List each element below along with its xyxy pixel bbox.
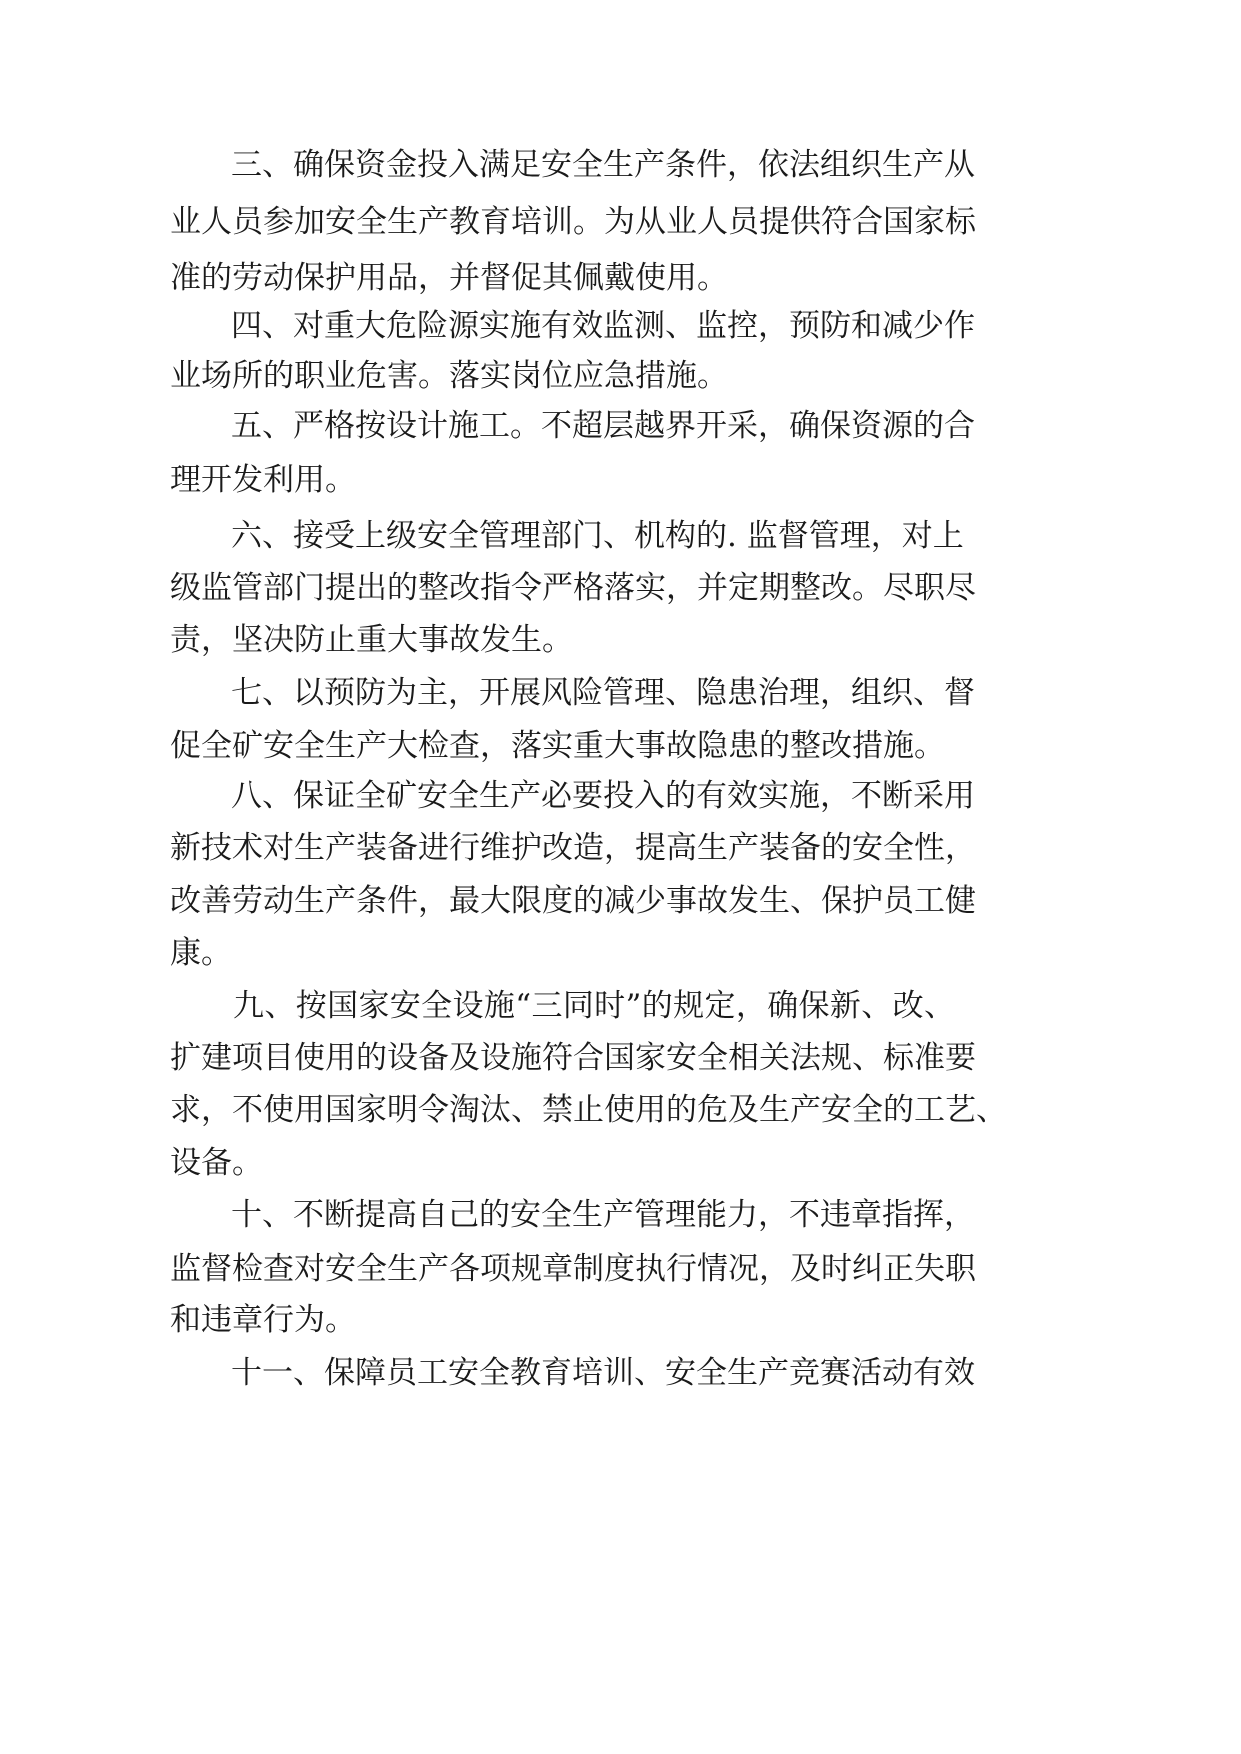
text-line: 四、对重大危险源实施有效监测、监控，预防和减少作 [231, 308, 975, 344]
text-line: 七、以预防为主，开展风险管理、隐患治理，组织、督 [231, 675, 975, 711]
text-line: 和违章行为。 [170, 1302, 356, 1338]
text-line: 九、按国家安全设施“三同时”的规定，确保新、改、 [233, 988, 955, 1024]
text-line: 扩建项目使用的设备及设施符合国家安全相关法规、标准要 [170, 1040, 976, 1076]
text-line: 三、确保资金投入满足安全生产条件，依法组织生产从 [231, 147, 975, 183]
text-line: 监督检查对安全生产各项规章制度执行情况，及时纠正失职 [170, 1251, 976, 1287]
text-line: 改善劳动生产条件，最大限度的减少事故发生、保护员工健 [170, 883, 976, 919]
text-line: 六、接受上级安全管理部门、机构的. 监督管理，对上 [231, 518, 964, 554]
text-line: 十、不断提高自己的安全生产管理能力，不违章指挥， [231, 1197, 975, 1233]
text-line: 康。 [170, 935, 232, 971]
text-line: 五、严格按设计施工。不超层越界开采，确保资源的合 [231, 408, 975, 444]
text-line: 新技术对生产装备进行维护改造，提高生产装备的安全性， [170, 830, 976, 866]
text-line: 责，坚决防止重大事故发生。 [170, 622, 573, 658]
text-line: 设备。 [170, 1145, 263, 1181]
text-line: 十一、保障员工安全教育培训、安全生产竞赛活动有效 [231, 1355, 975, 1391]
text-line: 准的劳动保护用品，并督促其佩戴使用。 [170, 260, 728, 296]
text-line: 求，不使用国家明令淘汰、禁止使用的危及生产安全的工艺、 [170, 1092, 1007, 1128]
text-line: 级监管部门提出的整改指令严格落实，并定期整改。尽职尽 [170, 570, 976, 606]
text-line: 业场所的职业危害。落实岗位应急措施。 [170, 358, 728, 394]
text-line: 理开发利用。 [170, 462, 356, 498]
text-line: 促全矿安全生产大检查，落实重大事故隐患的整改措施。 [170, 728, 945, 764]
text-line: 八、保证全矿安全生产必要投入的有效实施，不断采用 [231, 778, 975, 814]
text-line: 业人员参加安全生产教育培训。为从业人员提供符合国家标 [170, 204, 976, 240]
